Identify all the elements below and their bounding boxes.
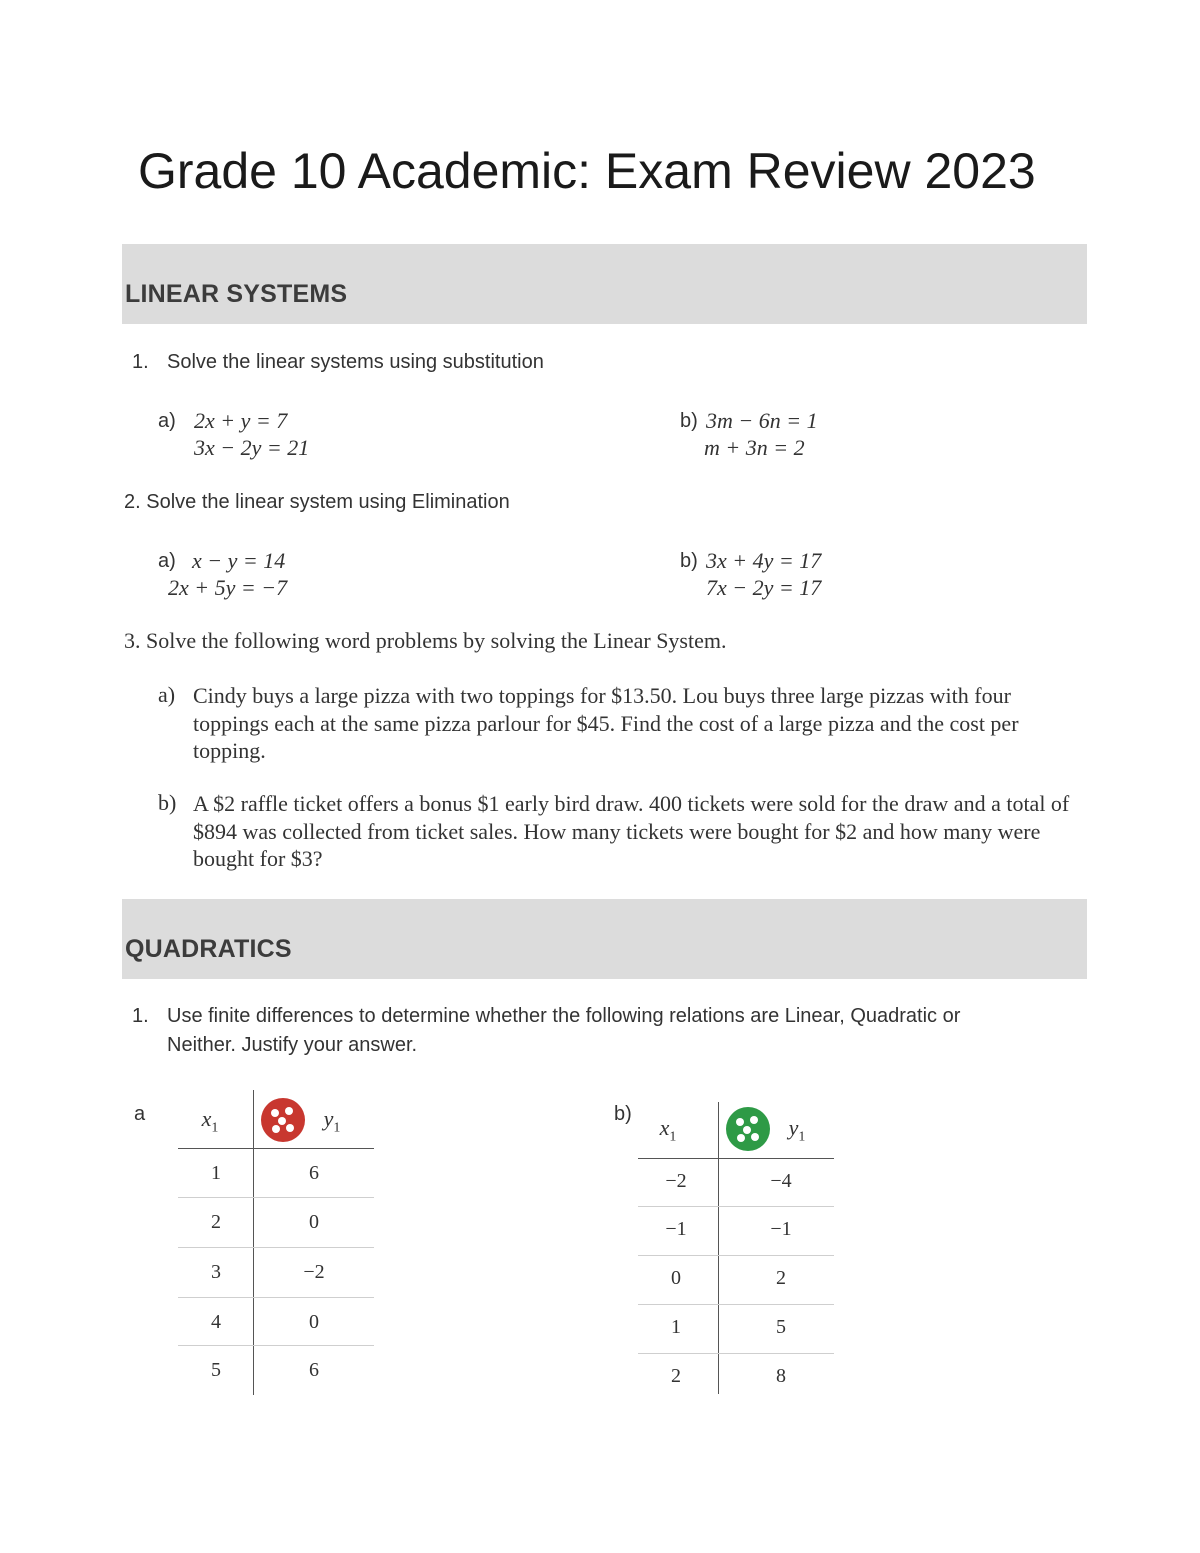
table-a-cell[interactable]: 0 (309, 1311, 319, 1333)
table-b-column-divider (718, 1102, 719, 1394)
table-b-y-header: $y_1$ (788, 1115, 806, 1145)
q1b-equation-1: 3m − 6n = 1 (706, 408, 818, 433)
q2b-equation-1: 3x + 4y = 17 (706, 548, 822, 573)
table-a-cell[interactable]: 6 (309, 1162, 319, 1184)
table-a (178, 1090, 374, 1395)
q3b-label: b) (158, 790, 177, 815)
q1a-label: a) (158, 410, 176, 432)
table-b-cell[interactable]: 2 (671, 1365, 681, 1387)
q1-number: 1. (132, 351, 149, 373)
q3-text: 3. Solve the following word problems by solving the Linear System. (124, 628, 727, 653)
graph-settings-icon[interactable] (726, 1107, 770, 1151)
table-b-cell[interactable]: −2 (665, 1170, 687, 1192)
table-b-row-divider (638, 1255, 834, 1256)
section-heading-quadratics: QUADRATICS (125, 935, 292, 963)
table-b-cell[interactable]: 0 (671, 1267, 681, 1289)
table-b-row-divider (638, 1206, 834, 1207)
q3a-text: Cindy buys a large pizza with two toppings for $13.50. Lou buys three large pizzas with four toppings each at the same pizza parlour for $45. Find the cost of a large pizza and the cost per topping. (193, 683, 1019, 763)
table-b-cell[interactable]: 8 (776, 1365, 786, 1387)
q1b-equation-2: m + 3n = 2 (704, 435, 805, 460)
table-a-y-header: $y_1$ (323, 1106, 341, 1136)
q2b-label: b) (680, 550, 698, 572)
table-b-cell[interactable]: 1 (671, 1316, 681, 1338)
q2b-equation-2: 7x − 2y = 17 (706, 575, 822, 600)
quad-q1-line-2: Neither. Justify your answer. (167, 1034, 418, 1056)
q3a-label: a) (158, 682, 176, 707)
graph-settings-icon[interactable] (261, 1098, 305, 1142)
section-heading-linear: LINEAR SYSTEMS (125, 280, 348, 308)
table-b-label: b) (614, 1103, 632, 1125)
q3b-text: A $2 raffle ticket offers a bonus $1 early bird draw. 400 tickets were sold for the draw and a total of $894 was collected from ticket sales. How many tickets were bought for $2 and how many were bought for $3? (193, 791, 1070, 871)
table-a-row-divider (178, 1247, 374, 1248)
table-a-cell[interactable]: 2 (211, 1211, 221, 1233)
table-a-cell[interactable]: 0 (309, 1211, 319, 1233)
page-title: Grade 10 Academic: Exam Review 2023 (138, 143, 1036, 199)
table-a-row-divider (178, 1197, 374, 1198)
q2a-label: a) (158, 550, 176, 572)
table-a-cell[interactable]: 1 (211, 1162, 221, 1184)
table-a-cell[interactable]: 4 (211, 1311, 221, 1333)
table-a-label: a (134, 1103, 146, 1125)
q1b-label: b) (680, 410, 698, 432)
table-a-cell[interactable]: 6 (309, 1359, 319, 1381)
table-b-x-header: $x_1$ (659, 1115, 677, 1145)
table-b-header-divider (638, 1158, 834, 1159)
quad-q1-number: 1. (132, 1005, 149, 1027)
table-b-row-divider (638, 1353, 834, 1354)
table-a-header-divider (178, 1148, 374, 1149)
table-a-row-divider (178, 1297, 374, 1298)
table-b-cell[interactable]: −1 (770, 1218, 792, 1240)
q1a-equation-1: 2x + y = 7 (194, 408, 288, 433)
q2a-equation-2: 2x + 5y = −7 (168, 575, 288, 600)
table-a-cell[interactable]: 5 (211, 1359, 221, 1381)
table-a-x-header: $x_1$ (201, 1106, 219, 1136)
table-b-cell[interactable]: −4 (770, 1170, 792, 1192)
table-a-cell[interactable]: 3 (211, 1261, 221, 1283)
table-a-row-divider (178, 1345, 374, 1346)
table-a-cell[interactable]: −2 (303, 1261, 325, 1283)
quad-q1-line-1: Use finite differences to determine whether the following relations are Linear, Quadratic or (167, 1005, 961, 1027)
q1a-equation-2: 3x − 2y = 21 (194, 435, 310, 460)
q2a-equation-1: x − y = 14 (192, 548, 286, 573)
table-b-cell[interactable]: −1 (665, 1218, 687, 1240)
table-a-column-divider (253, 1090, 254, 1395)
section-header-linear (122, 244, 1087, 324)
q1-text: Solve the linear systems using substitution (167, 351, 544, 373)
table-b-cell[interactable]: 5 (776, 1316, 786, 1338)
table-b (638, 1102, 834, 1394)
q2-text: 2. Solve the linear system using Elimination (124, 491, 510, 513)
table-b-cell[interactable]: 2 (776, 1267, 786, 1289)
table-b-row-divider (638, 1304, 834, 1305)
section-header-quadratics (122, 899, 1087, 979)
